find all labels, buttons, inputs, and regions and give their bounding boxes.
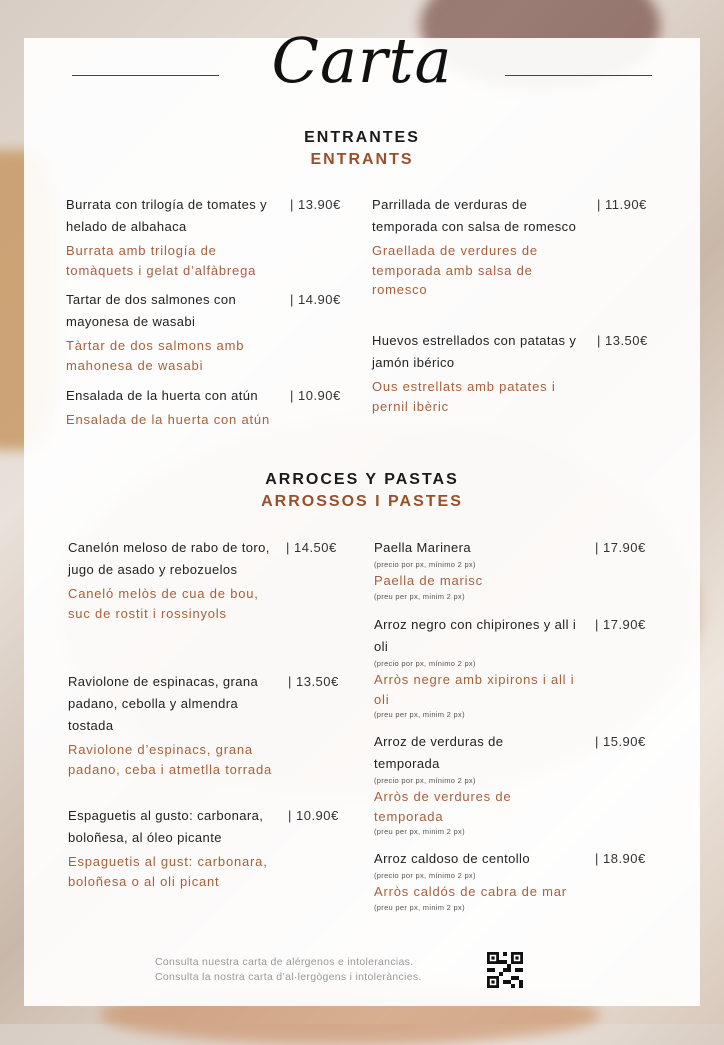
item-price: | 14.90€ (290, 292, 341, 307)
menu-item (374, 537, 594, 602)
item-name-es: Ensalada de la huerta con atún (66, 388, 258, 403)
item-name-es: Arroz negro con chipirones y all i oli (374, 617, 577, 654)
menu-item (372, 194, 577, 300)
item-name-es: Arroz de verduras de temporada (374, 734, 504, 771)
menu-item (68, 671, 280, 779)
item-price: | 17.90€ (595, 540, 646, 555)
item-price: | 14.50€ (286, 540, 337, 555)
menu-item (372, 330, 587, 416)
item-name-es: Parrillada de verduras de temporada con salsa de romesco (372, 197, 577, 234)
item-name-es: Arroz caldoso de centollo (374, 851, 530, 866)
item-note-es: (precio por px, mínimo 2 px) (374, 871, 476, 880)
menu-item (68, 537, 278, 623)
item-price: | 13.90€ (290, 197, 341, 212)
item-name-ca: Ous estrellats amb patates i pernil ibèric (372, 379, 556, 414)
item-name-es: Tartar de dos salmones con mayonesa de wasabi (66, 292, 237, 329)
item-price: | 17.90€ (595, 617, 646, 632)
item-name-es: Espaguetis al gusto: carbonara, boloñesa, al óleo picante (68, 808, 264, 845)
item-price: | 18.90€ (595, 851, 646, 866)
menu-item (66, 194, 281, 280)
item-name-ca: Espaguetis al gust: carbonara, boloñesa o al oli picant (68, 854, 268, 889)
item-price: | 10.90€ (288, 808, 339, 823)
item-note-ca: (preu per px, minim 2 px) (374, 827, 465, 836)
item-name-ca: Raviolone d’espinacs, grana padano, ceba i atmetlla torrada (68, 742, 273, 777)
item-note-es: (precio por px, mínimo 2 px) (374, 659, 476, 668)
item-name-ca: Paella de marisc (374, 573, 483, 588)
item-name-es: Huevos estrellados con patatas y jamón ibérico (372, 333, 577, 370)
qr-code-icon[interactable] (487, 952, 523, 988)
menu-item (66, 289, 281, 375)
section-title-entrantes: ENTRANTES (304, 129, 420, 146)
allergen-notice (155, 955, 422, 985)
item-name-es: Canelón meloso de rabo de toro, jugo de asado y rebozuelos (68, 540, 270, 577)
menu-item (374, 848, 594, 913)
item-name-ca: Arròs de verdures de temporada (374, 789, 512, 824)
item-name-ca: Graellada de verdures de temporada amb salsa de romesco (372, 243, 538, 297)
section-title-arroces: ARROCES Y PASTAS (265, 471, 459, 488)
menu-item (374, 614, 586, 720)
item-price: | 13.50€ (597, 333, 648, 348)
menu-item (66, 385, 281, 430)
item-note-ca: (preu per px, minim 2 px) (374, 710, 465, 719)
item-name-ca: Arròs caldós de cabra de mar (374, 884, 567, 899)
item-name-ca: Arròs negre amb xipirons i all i oli (374, 672, 575, 707)
menu-item (374, 731, 554, 837)
item-price: | 11.90€ (597, 197, 647, 212)
item-note-es: (precio por px, mínimo 2 px) (374, 776, 476, 785)
item-note-ca: (preu per px, minim 2 px) (374, 591, 465, 601)
allergen-notice-es: Consulta nuestra carta de alérgenos e intolerancias. (155, 956, 414, 968)
allergen-notice-ca: Consulta la nostra carta d’al·lergògens i intoleràncies. (155, 971, 422, 983)
item-price: | 15.90€ (595, 734, 646, 749)
item-note-es: (precio por px, mínimo 2 px) (374, 560, 476, 569)
menu-item (68, 805, 280, 891)
item-name-ca: Ensalada de la huerta con atún (66, 412, 270, 427)
section-title-entrants: ENTRANTS (310, 151, 414, 168)
section-title-arrossos: ARROSSOS I PASTES (261, 493, 463, 510)
item-name-es: Paella Marinera (374, 540, 472, 555)
item-price: | 13.50€ (288, 674, 339, 689)
item-name-ca: Burrata amb trilogía de tomàquets i gelat d’alfàbrega (66, 243, 257, 278)
item-name-es: Burrata con trilogía de tomates y helado de albahaca (66, 197, 268, 234)
page-title: Carta (271, 24, 453, 97)
item-price: | 10.90€ (290, 388, 341, 403)
item-name-es: Raviolone de espinacas, grana padano, cebolla y almendra tostada (68, 674, 259, 733)
item-note-ca: (preu per px, minim 2 px) (374, 902, 465, 912)
item-name-ca: Tàrtar de dos salmons amb mahonesa de wasabi (66, 338, 245, 373)
item-name-ca: Canelό melòs de cua de bou, suc de rostit i rossinyols (68, 586, 259, 621)
